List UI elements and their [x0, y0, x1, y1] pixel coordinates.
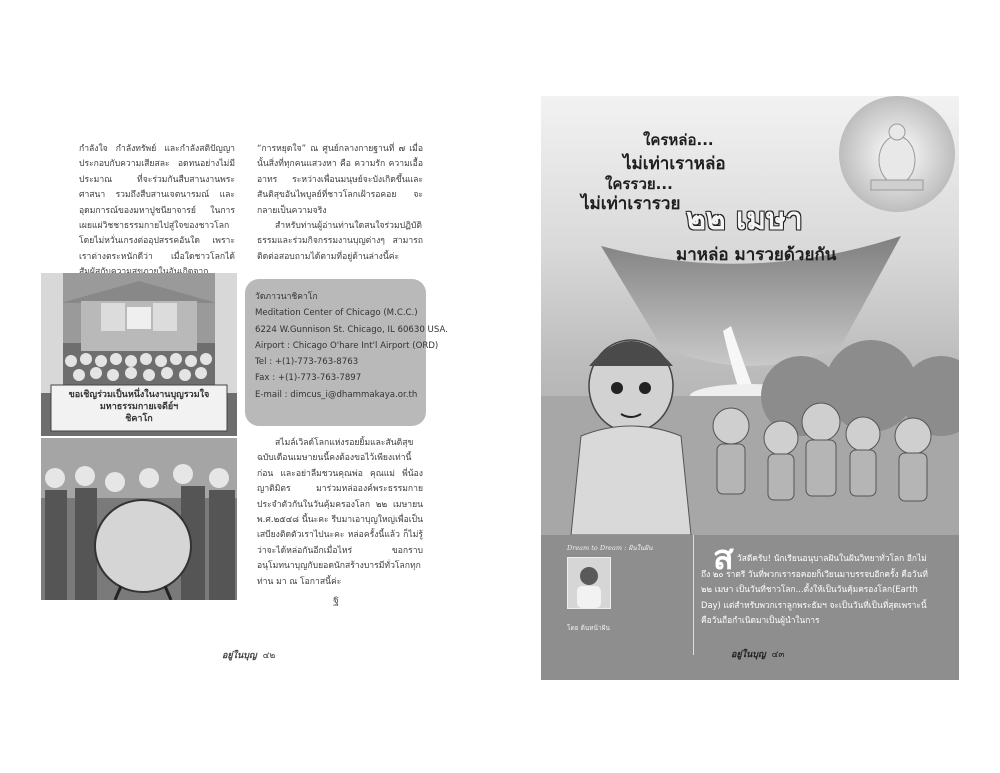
drum-photo: [41, 438, 237, 600]
column-divider: [693, 535, 694, 655]
column-label: Dream to Dream : ฝันในฝัน: [567, 544, 653, 552]
center-tel: Tel : +(1)-773-763-8763: [255, 357, 359, 368]
magazine-logo-right: อยู่ในบุญ: [731, 650, 766, 660]
author-portrait: [568, 558, 610, 608]
center-name-english: Meditation Center of Chicago (M.C.C.): [255, 308, 418, 319]
drum-photo-illustration: [41, 438, 237, 600]
page-number-right: ๔๓: [771, 650, 785, 660]
author-caption: โดย ต้นหน้าฝัน: [567, 624, 610, 632]
left-closing-text: สไมล์เวิลด์โลกแห่งรอยยิ้มและสันติสุขฉบับเดือนเมษายนนี้คงต้องขอไว้เพียงเท่านี้ก่อน และอย่าลืมชวนคุณพ่อ คุณแม่ พี่น้องญาติมิตร มาร่วมหล่อองค์พระธรรมกายประจำตัวกันในวันคุ้มครองโลก ๒๒ เมษายน พ.ศ.๒๕๔๘ นี้นะคะ รีบมาเอาบุญใหญ่เพื่อเป็นเสบียงติดตัวเราไปนะคะ หล่อครั้งนี้แล้ว ก็ไม่รู้ว่าจะได้หล่อกันอีกเมื่อไหร่ ขอกราบอนุโมทนาบุญกับยอดนักสร้างบารมีทั่วโลกทุกท่าน มา ณ โอกาสนี้ค่ะ: [257, 438, 423, 587]
headline-2: ไม่เท่าเราหล่อ: [623, 154, 726, 174]
subtitle: มาหล่อ มารวยด้วยกัน: [676, 245, 837, 265]
left-column-2-text: “การหยุดใจ” ณ ศูนย์กลางกายฐานที่ ๗ เมื่อนั้นสิ่งที่ทุกคนแสวงหา คือ ความรัก ความเอื้ออาทร ระหว่างเพื่อนมนุษย์จะบังเกิดขึ้นและสันติสุขอันไพบูลย์ที่ชาวโลกเฝ้ารอคอย จะกลายเป็นความจริง สำหรับท่านผู้อ่านท่านใดสนใจร่วมปฏิบัติธรรมและร่วมกิจกรรมงานบุญต่างๆ สามารถติดต่อสอบถามได้ตามที่อยู่ด้านล่างนี้ค่ะ: [257, 144, 423, 262]
center-email: E-mail : dimcus_i@dhammakaya.or.th: [255, 389, 418, 400]
headline-3: ใครรวย...: [605, 175, 673, 193]
left-column-1-text: กำลังใจ กำลังทรัพย์ และกำลังสติปัญญา ประกอบกับความเสียสละ อดทนอย่างไม่มีประมาณ ที่จะร่วมกันสืบสานงานพระศาสนา รวมถึงสืบสานเจตนารมณ์ และอุดมการณ์ของมหาปูชนียาจารย์ ในการเผยแผ่วิชชาธรรมกายไปสู่ใจของชาวโลก โดยไม่หวั่นเกรงต่ออุปสรรคอันใด เพราะเราต่างตระหนักดีว่า เมื่อใดชาวโลกได้: [79, 144, 235, 262]
headline-1: ใครหล่อ...: [643, 131, 714, 149]
group-photo-meditation-center: [41, 273, 237, 436]
center-fax: Fax : +(1)-773-763-7897: [255, 373, 362, 384]
page-number-left: ๔๒: [262, 651, 276, 661]
left-footer: [222, 648, 275, 662]
drop-cap: ส: [713, 538, 734, 578]
right-footer: [731, 647, 785, 661]
author-photo: [567, 557, 611, 609]
date-title: ๒๒ เมษา: [686, 202, 803, 237]
magazine-logo: อยู่ในบุญ: [222, 651, 257, 661]
photo-sign-text: ขอเชิญร่วมเป็นหนึ่งในงานบุญรวมใจ มหาธรรมกายเจดีย์ฯ ชิคาโก: [68, 390, 210, 424]
contact-info-box: [245, 279, 448, 426]
cover-illustration: [541, 96, 959, 535]
column-panel: [541, 535, 959, 680]
column-body-text: วัสดีครับ! นักเรียนอนุบาลฝันในฝันวิทยาทั่วโลก อีกไม่ถึง ๒๐ ราตรี วันที่พวกเรารอคอยก็เวียนมาบรรจบอีกครั้ง คือวันที่ ๒๒ เมษา เป็นวันที่ชาวโลก...ตั้งให้เป็นวันคุ้มครองโลก(Earth Day) แต่สำหรับพวกเราลูกพระธัมฯ จะเป็นวันที่เป็นที่สุดเพราะนี้คือวันถือกำเนิดมาเป็นผู้นำในการ: [701, 553, 928, 626]
headline-4: ไม่เท่าเรารวย: [581, 194, 681, 214]
cover-artwork: [541, 96, 959, 535]
center-name-thai: วัดภาวนาชิคาโก: [255, 292, 318, 302]
center-airport: Airport : Chicago O'hare Int'l Airport (ORD): [255, 340, 439, 351]
center-address: 6224 W.Gunnison St. Chicago, IL 60630 USA.: [255, 324, 448, 335]
end-mark: ฐ: [333, 593, 340, 606]
